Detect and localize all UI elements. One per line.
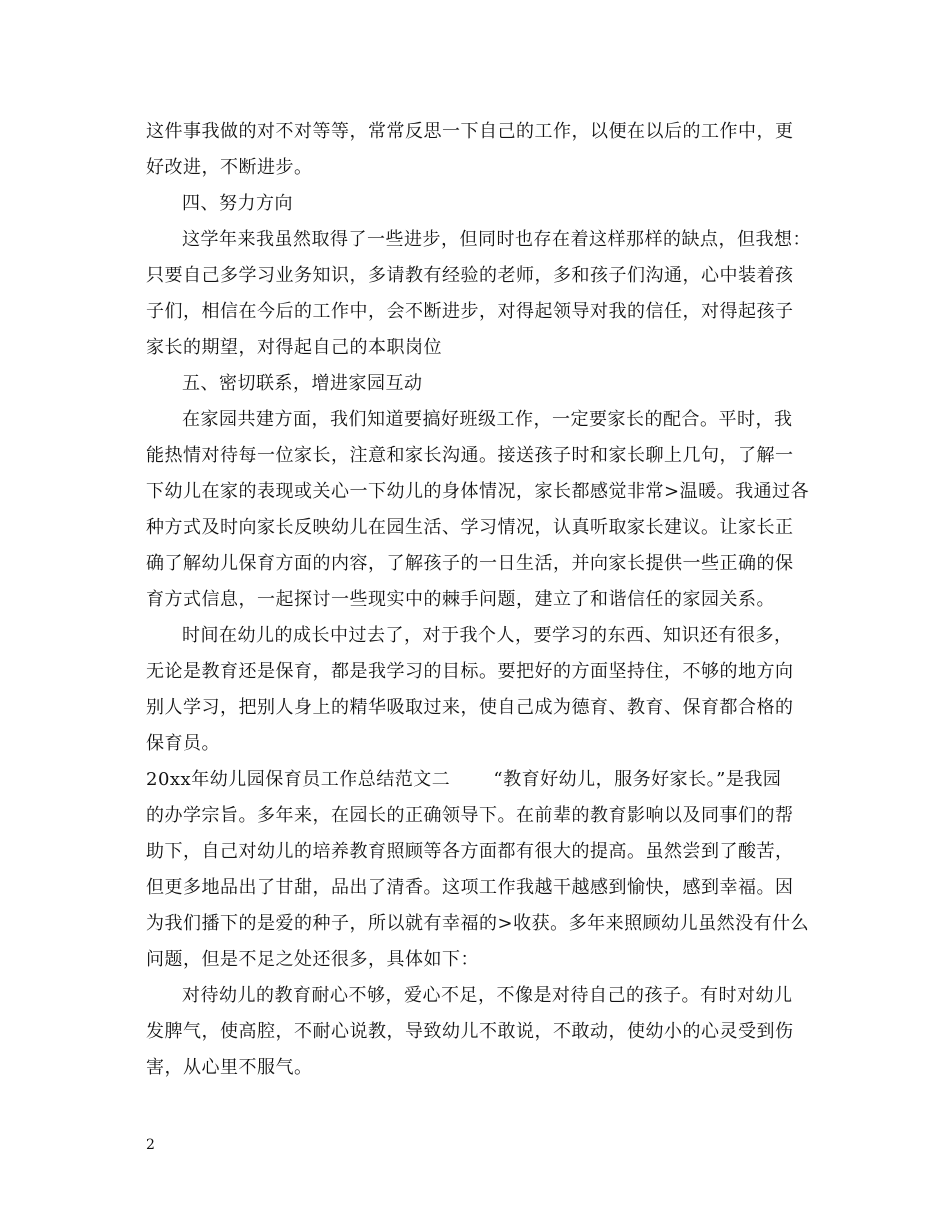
text-line: 在家园共建方面，我们知道要搞好班级工作，一定要家长的配合。平时，我 — [182, 409, 793, 430]
document-title-line: 20xx年幼儿园保育员工作总结范文二 “教育好幼儿，服务好家长。”是我园 — [146, 769, 782, 790]
text-line: 家长的期望，对得起自己的本职岗位 — [146, 337, 442, 358]
section-heading: 五、密切联系，增进家园互动 — [182, 373, 423, 394]
text-line: 育方式信息，一起探讨一些现实中的棘手问题，建立了和谐信任的家园关系。 — [146, 589, 775, 610]
text-line: 种方式及时向家长反映幼儿在园生活、学习情况，认真听取家长建议。让家长正 — [146, 517, 794, 538]
text-line: 这件事我做的对不对等等，常常反思一下自己的工作，以便在以后的工作中，更 — [146, 121, 794, 142]
text-line: 能热情对待每一位家长，注意和家长沟通。接送孩子时和家长聊上几句，了解一 — [146, 445, 794, 466]
text-line: 但更多地品出了甘甜，品出了清香。这项工作我越干越感到愉快，感到幸福。因 — [146, 877, 794, 898]
text-line: 时间在幼儿的成长中过去了，对于我个人，要学习的东西、知识还有很多， — [182, 625, 793, 646]
page-number: 2 — [146, 1137, 155, 1153]
text-line: 确了解幼儿保育方面的内容，了解孩子的一日生活，并向家长提供一些正确的保 — [146, 553, 794, 574]
text-line: 为我们播下的是爱的种子，所以就有幸福的>收获。多年来照顾幼儿虽然没有什么 — [146, 913, 810, 934]
text-line: 子们，相信在今后的工作中，会不断进步，对得起领导对我的信任，对得起孩子 — [146, 301, 794, 322]
document-page — [146, 114, 811, 1086]
text-line: 下幼儿在家的表现或关心一下幼儿的身体情况，家长都感觉非常>温暖。我通过各 — [146, 481, 810, 502]
text-line: 好改进，不断进步。 — [146, 157, 313, 178]
text-line: 发脾气，使高腔，不耐心说教，导致幼儿不敢说，不敢动，使幼小的心灵受到伤 — [146, 1021, 794, 1042]
text-line: 问题，但是不足之处还很多，具体如下： — [146, 949, 479, 970]
text-line: 保育员。 — [146, 733, 220, 754]
text-line: 对待幼儿的教育耐心不够，爱心不足，不像是对待自己的孩子。有时对幼儿 — [182, 985, 793, 1006]
text-line: 的办学宗旨。多年来，在园长的正确领导下。在前辈的教育影响以及同事们的帮 — [146, 805, 794, 826]
text-line: 助下，自己对幼儿的培养教育照顾等各方面都有很大的提高。虽然尝到了酸苦， — [146, 841, 794, 862]
text-line: 无论是教育还是保育，都是我学习的目标。要把好的方面坚持住，不够的地方向 — [146, 661, 794, 682]
section-heading: 四、努力方向 — [182, 193, 293, 214]
text-line: 这学年来我虽然取得了一些进步，但同时也存在着这样那样的缺点，但我想： — [182, 229, 811, 250]
text-line: 只要自己多学习业务知识，多请教有经验的老师，多和孩子们沟通，心中装着孩 — [146, 265, 794, 286]
text-line: 害，从心里不服气。 — [146, 1057, 313, 1078]
text-line: 别人学习，把别人身上的精华吸取过来，使自己成为德育、教育、保育都合格的 — [146, 697, 794, 718]
